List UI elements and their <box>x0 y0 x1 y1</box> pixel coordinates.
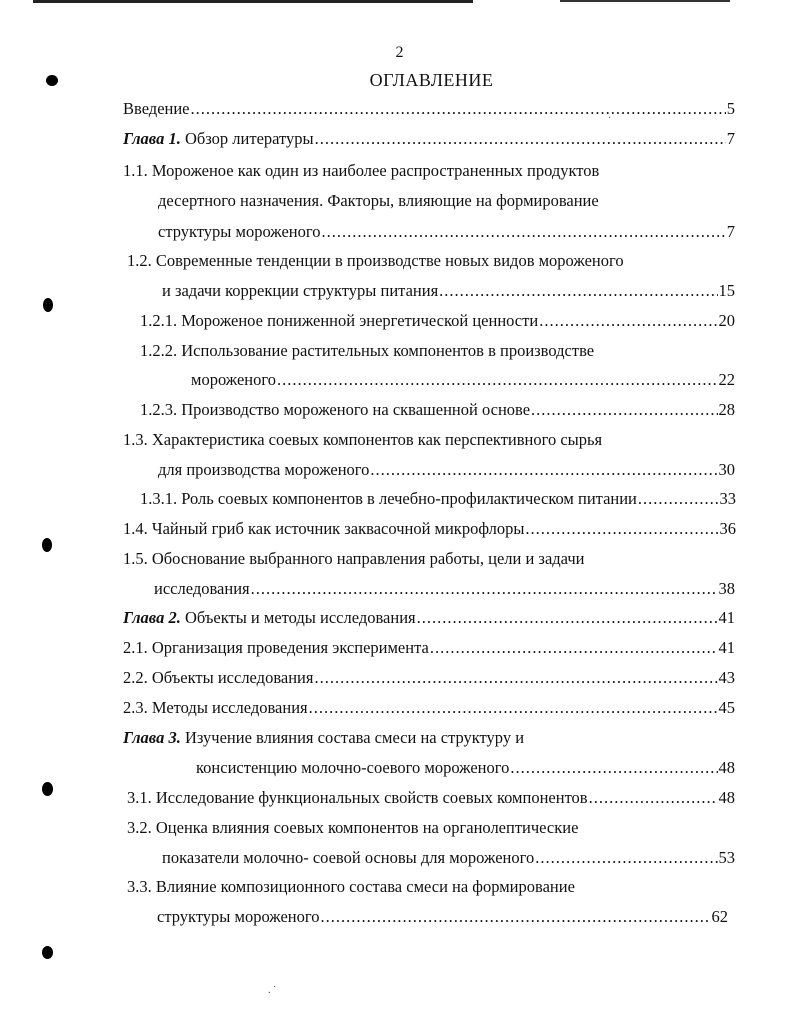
dot-leader <box>535 848 717 868</box>
toc-entry-1-1-line1: 1.1. Мороженое как один из наиболее распространенных продуктов <box>123 161 600 180</box>
toc-entry-text: и задачи коррекции структуры питания <box>162 281 439 300</box>
toc-entry-1-2-line1: 1.2. Современные тенденции в производстве новых видов мороженого <box>127 251 624 270</box>
toc-page-number: 41 <box>718 638 735 657</box>
toc-page-number: 7 <box>726 222 735 241</box>
punch-hole-mark <box>42 782 53 796</box>
dot-leader <box>277 370 718 390</box>
punch-hole-mark <box>43 298 53 312</box>
toc-page-number: 48 <box>718 758 735 777</box>
dot-leader <box>251 579 718 599</box>
toc-entry-3-3-line1: 3.3. Влияние композиционного состава смеси на формирование <box>127 877 575 896</box>
toc-entry-1-3-1[interactable] <box>140 489 736 513</box>
toc-entry-text: структуры мороженого <box>158 222 321 241</box>
toc-entry-text: 3.1. Исследование функциональных свойств соевых компонентов <box>127 788 588 807</box>
toc-entry-text: консистенцию молочно-соевого мороженого <box>196 758 510 777</box>
toc-entry-1-1[interactable] <box>158 222 735 246</box>
chapter-label: Глава 3. <box>123 728 181 747</box>
page-title: ОГЛАВЛЕНИЕ <box>369 70 494 90</box>
dot-leader <box>430 638 718 658</box>
toc-page-number: 48 <box>718 788 735 807</box>
chapter-label: Глава 2. <box>123 608 181 627</box>
chapter-title: Изучение влияния состава смеси на структуру и <box>180 728 525 747</box>
toc-entry-2-2[interactable] <box>123 668 735 692</box>
toc-entry-1-5-line1: 1.5. Обоснование выбранного направления работы, цели и задачи <box>123 549 585 568</box>
dot-leader <box>417 608 718 628</box>
toc-entry-1-2-2-line1: 1.2.2. Использование растительных компонентов в производстве <box>140 341 595 360</box>
toc-page-number: 45 <box>718 698 735 717</box>
toc-entry-text: структуры мороженого <box>157 907 320 926</box>
toc-page-number: 30 <box>718 460 735 479</box>
top-border-line-right <box>560 0 730 2</box>
dot-leader <box>525 519 718 539</box>
toc-entry-chapter-2[interactable] <box>123 608 735 632</box>
toc-entry-text: показатели молочно- соевой основы для мороженого <box>162 848 535 867</box>
dot-leader <box>321 907 711 927</box>
dot-leader <box>589 788 718 808</box>
dot-leader <box>370 460 717 480</box>
toc-page-number: 41 <box>718 608 735 627</box>
scan-speck: ˙ <box>608 116 612 127</box>
toc-page-number: 62 <box>711 907 728 926</box>
dot-leader <box>315 129 726 149</box>
toc-entry-text: мороженого <box>191 370 276 389</box>
toc-entry-1-3[interactable] <box>158 460 735 484</box>
toc-entry-3-3[interactable] <box>157 907 728 931</box>
dot-leader <box>309 698 718 718</box>
toc-entry-3-2[interactable] <box>162 848 735 872</box>
toc-entry-2-3[interactable] <box>123 698 735 722</box>
toc-entry-introduction[interactable] <box>123 99 735 123</box>
dot-leader <box>314 668 717 688</box>
toc-entry-text: 1.2.1. Мороженое пониженной энергетической ценности <box>140 311 539 330</box>
toc-entry-1-2-3[interactable] <box>140 400 735 424</box>
toc-entry-text: 2.3. Методы исследования <box>123 698 308 717</box>
toc-page-number: 20 <box>718 311 735 330</box>
toc-entry-text: Введение <box>123 99 190 118</box>
toc-entry-3-2-line1: 3.2. Оценка влияния соевых компонентов на органолептические <box>127 818 579 837</box>
toc-entry-text: для производства мороженого <box>158 460 370 479</box>
dot-leader <box>510 758 717 778</box>
punch-hole-mark <box>42 538 52 552</box>
toc-entry-text: 2.1. Организация проведения эксперимента <box>123 638 429 657</box>
toc-entry-text <box>123 608 416 628</box>
toc-entry-1-5[interactable] <box>154 579 735 603</box>
toc-entry-chapter-1[interactable] <box>123 129 735 153</box>
scan-speck: . ˙ <box>268 985 277 996</box>
toc-page-number: 5 <box>726 99 735 118</box>
toc-entry-2-1[interactable] <box>123 638 735 662</box>
toc-entry-text: 1.3.1. Роль соевых компонентов в лечебно-профилактическом питании <box>140 489 637 508</box>
chapter-title: Обзор литературы <box>180 129 314 148</box>
toc-page-number: 22 <box>718 370 735 389</box>
toc-entry-1-3-line1: 1.3. Характеристика соевых компонентов как перспективного сырья <box>123 430 603 449</box>
dot-leader <box>531 400 717 420</box>
top-border-line <box>33 0 473 3</box>
dot-leader <box>322 222 726 242</box>
toc-entry-1-2-1[interactable] <box>140 311 735 335</box>
toc-entry-1-2-2[interactable] <box>191 370 735 394</box>
toc-entry-text: 1.2.3. Производство мороженого на сквашенной основе <box>140 400 531 419</box>
page-number: 2 <box>395 44 404 61</box>
chapter-title: Объекты и методы исследования <box>180 608 416 627</box>
toc-page-number: 33 <box>719 489 736 508</box>
toc-entry-chapter-3[interactable] <box>196 758 735 782</box>
toc-page-number: 36 <box>719 519 736 538</box>
toc-page-number: 38 <box>718 579 735 598</box>
toc-page-number: 53 <box>718 848 735 867</box>
toc-entry-1-2[interactable] <box>162 281 735 305</box>
dot-leader <box>539 311 717 331</box>
toc-page-number: 43 <box>718 668 735 687</box>
toc-entry-text: 2.2. Объекты исследования <box>123 668 314 687</box>
chapter-label: Глава 1. <box>123 129 181 148</box>
toc-entry-chapter-3-line1 <box>123 728 524 752</box>
dot-leader <box>638 489 719 509</box>
toc-entry-3-1[interactable] <box>127 788 735 812</box>
toc-page-number: 7 <box>726 129 735 148</box>
toc-page-number: 28 <box>718 400 735 419</box>
punch-hole-mark <box>42 946 53 959</box>
toc-entry-1-1-line2: десертного назначения. Факторы, влияющие на формирование <box>158 191 599 210</box>
dot-leader <box>439 281 717 301</box>
toc-entry-text <box>123 129 314 149</box>
toc-entry-text: исследования <box>154 579 250 598</box>
toc-page-number: 15 <box>718 281 735 300</box>
toc-entry-text: 1.4. Чайный гриб как источник заквасочной микрофлоры <box>123 519 525 538</box>
toc-entry-1-4[interactable] <box>123 519 736 543</box>
dot-leader <box>191 99 726 119</box>
